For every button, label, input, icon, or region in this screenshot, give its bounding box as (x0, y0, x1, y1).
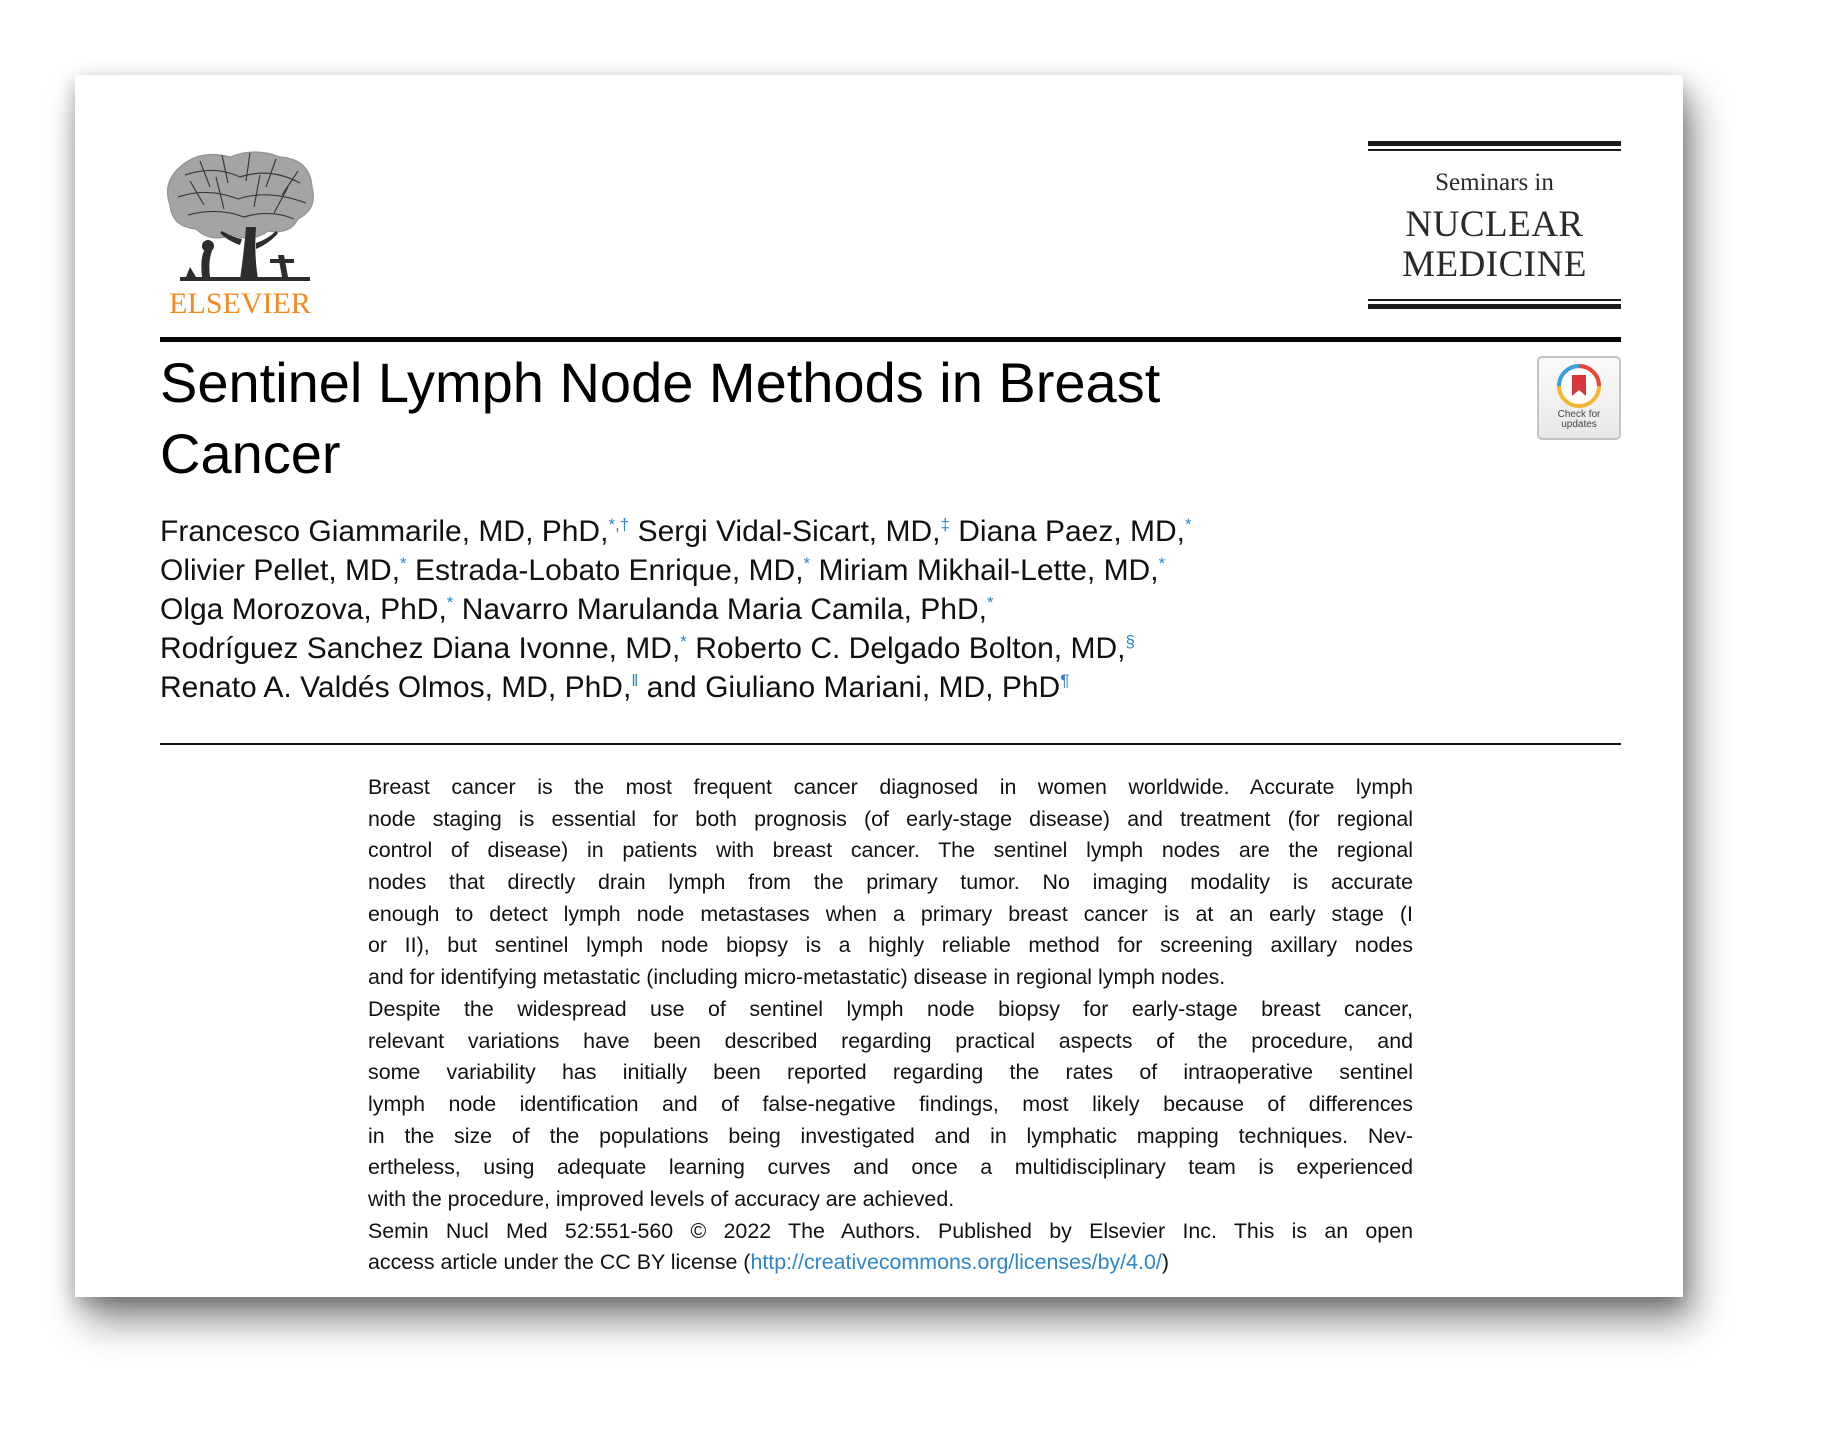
author-line (160, 668, 1621, 707)
author-line (160, 512, 1621, 551)
author-name: and Giuliano Mariani, MD, PhD (638, 671, 1061, 704)
check-for-updates-button[interactable] (1537, 356, 1621, 440)
journal-name-line2: MEDICINE (1402, 244, 1587, 285)
masthead-rule-bottom-thin (1368, 299, 1621, 301)
check-for-updates-label: Check for updates (1557, 409, 1601, 430)
author-name: Olga Morozova, PhD, (160, 593, 447, 626)
affiliation-mark[interactable]: * (1158, 554, 1166, 573)
title-rule (160, 337, 1621, 342)
bookmark-icon (1557, 364, 1601, 408)
abstract-line: nodes that directly drain lymph from the primary tumor. No imaging modality is accurate (368, 870, 1413, 895)
abstract-line: Breast cancer is the most frequent cancer diagnosed in women worldwide. Accurate lymph (368, 775, 1413, 799)
journal-masthead (1368, 141, 1621, 315)
abstract-line: enough to detect lymph node metastases when a primary breast cancer is at an early stage (I (368, 901, 1413, 926)
affiliation-mark[interactable]: * (1185, 515, 1192, 534)
title-line: Sentinel Lymph Node Methods in Breast (160, 351, 1161, 414)
masthead-rule-top-thin (1368, 149, 1621, 151)
author-name: Miriam Mikhail-Lette, MD, (810, 554, 1159, 587)
author-line (160, 590, 1621, 629)
affiliation-mark[interactable]: ‖ (631, 671, 639, 690)
journal-series: Seminars in (1435, 169, 1554, 196)
author-name: Diana Paez, MD, (949, 515, 1186, 548)
affiliation-mark[interactable]: * (400, 554, 407, 573)
author-name: Estrada-Lobato Enrique, MD, (406, 554, 804, 587)
author-name: Sergi Vidal-Sicart, MD, (629, 515, 941, 548)
publisher-logo (160, 147, 320, 321)
article-page (75, 75, 1683, 1297)
author-name: Roberto C. Delgado Bolton, MD, (686, 632, 1126, 665)
elsevier-tree-icon (160, 147, 320, 287)
affiliation-mark[interactable]: ‡ (940, 515, 950, 534)
affiliation-mark[interactable]: * (986, 593, 994, 612)
author-line (160, 551, 1621, 590)
citation-text: access article under the CC BY license ( (368, 1250, 751, 1275)
abstract (368, 772, 1413, 1279)
abstract-line: node staging is essential for both prognosis (of early-stage disease) and treatment (for regional (368, 806, 1413, 831)
journal-name-line1: NUCLEAR (1405, 204, 1584, 245)
citation-line: Semin Nucl Med 52:551-560 © 2022 The Authors. Published by Elsevier Inc. This is an open (368, 1218, 1413, 1243)
abstract-line: relevant variations have been described regarding practical aspects of the procedure, and (368, 1028, 1413, 1053)
affiliation-mark[interactable]: * (803, 554, 811, 573)
affiliation-mark[interactable]: * (446, 593, 454, 612)
author-list (160, 512, 1621, 707)
affiliation-mark[interactable]: § (1125, 632, 1135, 651)
title-line: Cancer (160, 422, 341, 485)
author-name: Rodríguez Sanchez Diana Ivonne, MD, (160, 632, 681, 665)
affiliation-mark[interactable]: *,† (608, 515, 630, 534)
abstract-line: and for identifying metastatic (including micro-metastatic) disease in regional lymph nodes. (368, 965, 1226, 990)
license-link[interactable]: http://creativecommons.org/licenses/by/4.0/ (750, 1250, 1162, 1275)
abstract-line: some variability has initially been reported regarding the rates of intraoperative sentinel (368, 1060, 1413, 1085)
masthead-rule-top (1368, 141, 1621, 146)
author-rule (160, 743, 1621, 745)
masthead-rule-bottom (1368, 304, 1621, 309)
abstract-line: control of disease) in patients with breast cancer. The sentinel lymph nodes are the regional (368, 838, 1413, 863)
citation-line (368, 1247, 1413, 1279)
article-title (160, 347, 1300, 489)
author-line (160, 629, 1621, 668)
affiliation-mark[interactable]: ¶ (1060, 671, 1070, 690)
citation-text: ) (1161, 1250, 1169, 1275)
affiliation-mark[interactable]: * (680, 632, 687, 651)
abstract-line: lymph node identification and of false-negative findings, most likely because of differences (368, 1091, 1413, 1116)
author-name: Navarro Marulanda Maria Camila, PhD, (453, 593, 987, 626)
publisher-name: ELSEVIER (169, 287, 311, 320)
abstract-line: ertheless, using adequate learning curves and once a multidisciplinary team is experienced (368, 1155, 1413, 1180)
abstract-line: Despite the widespread use of sentinel lymph node biopsy for early-stage breast cancer, (368, 996, 1413, 1021)
author-name: Francesco Giammarile, MD, PhD, (160, 515, 609, 548)
abstract-line: in the size of the populations being investigated and in lymphatic mapping techniques. Nev- (368, 1123, 1413, 1148)
abstract-line: or II), but sentinel lymph node biopsy is a highly reliable method for screening axillary nodes (368, 933, 1413, 958)
author-name: Olivier Pellet, MD, (160, 554, 401, 587)
abstract-line: with the procedure, improved levels of accuracy are achieved. (368, 1186, 955, 1211)
author-name: Renato A. Valdés Olmos, MD, PhD, (160, 671, 632, 704)
